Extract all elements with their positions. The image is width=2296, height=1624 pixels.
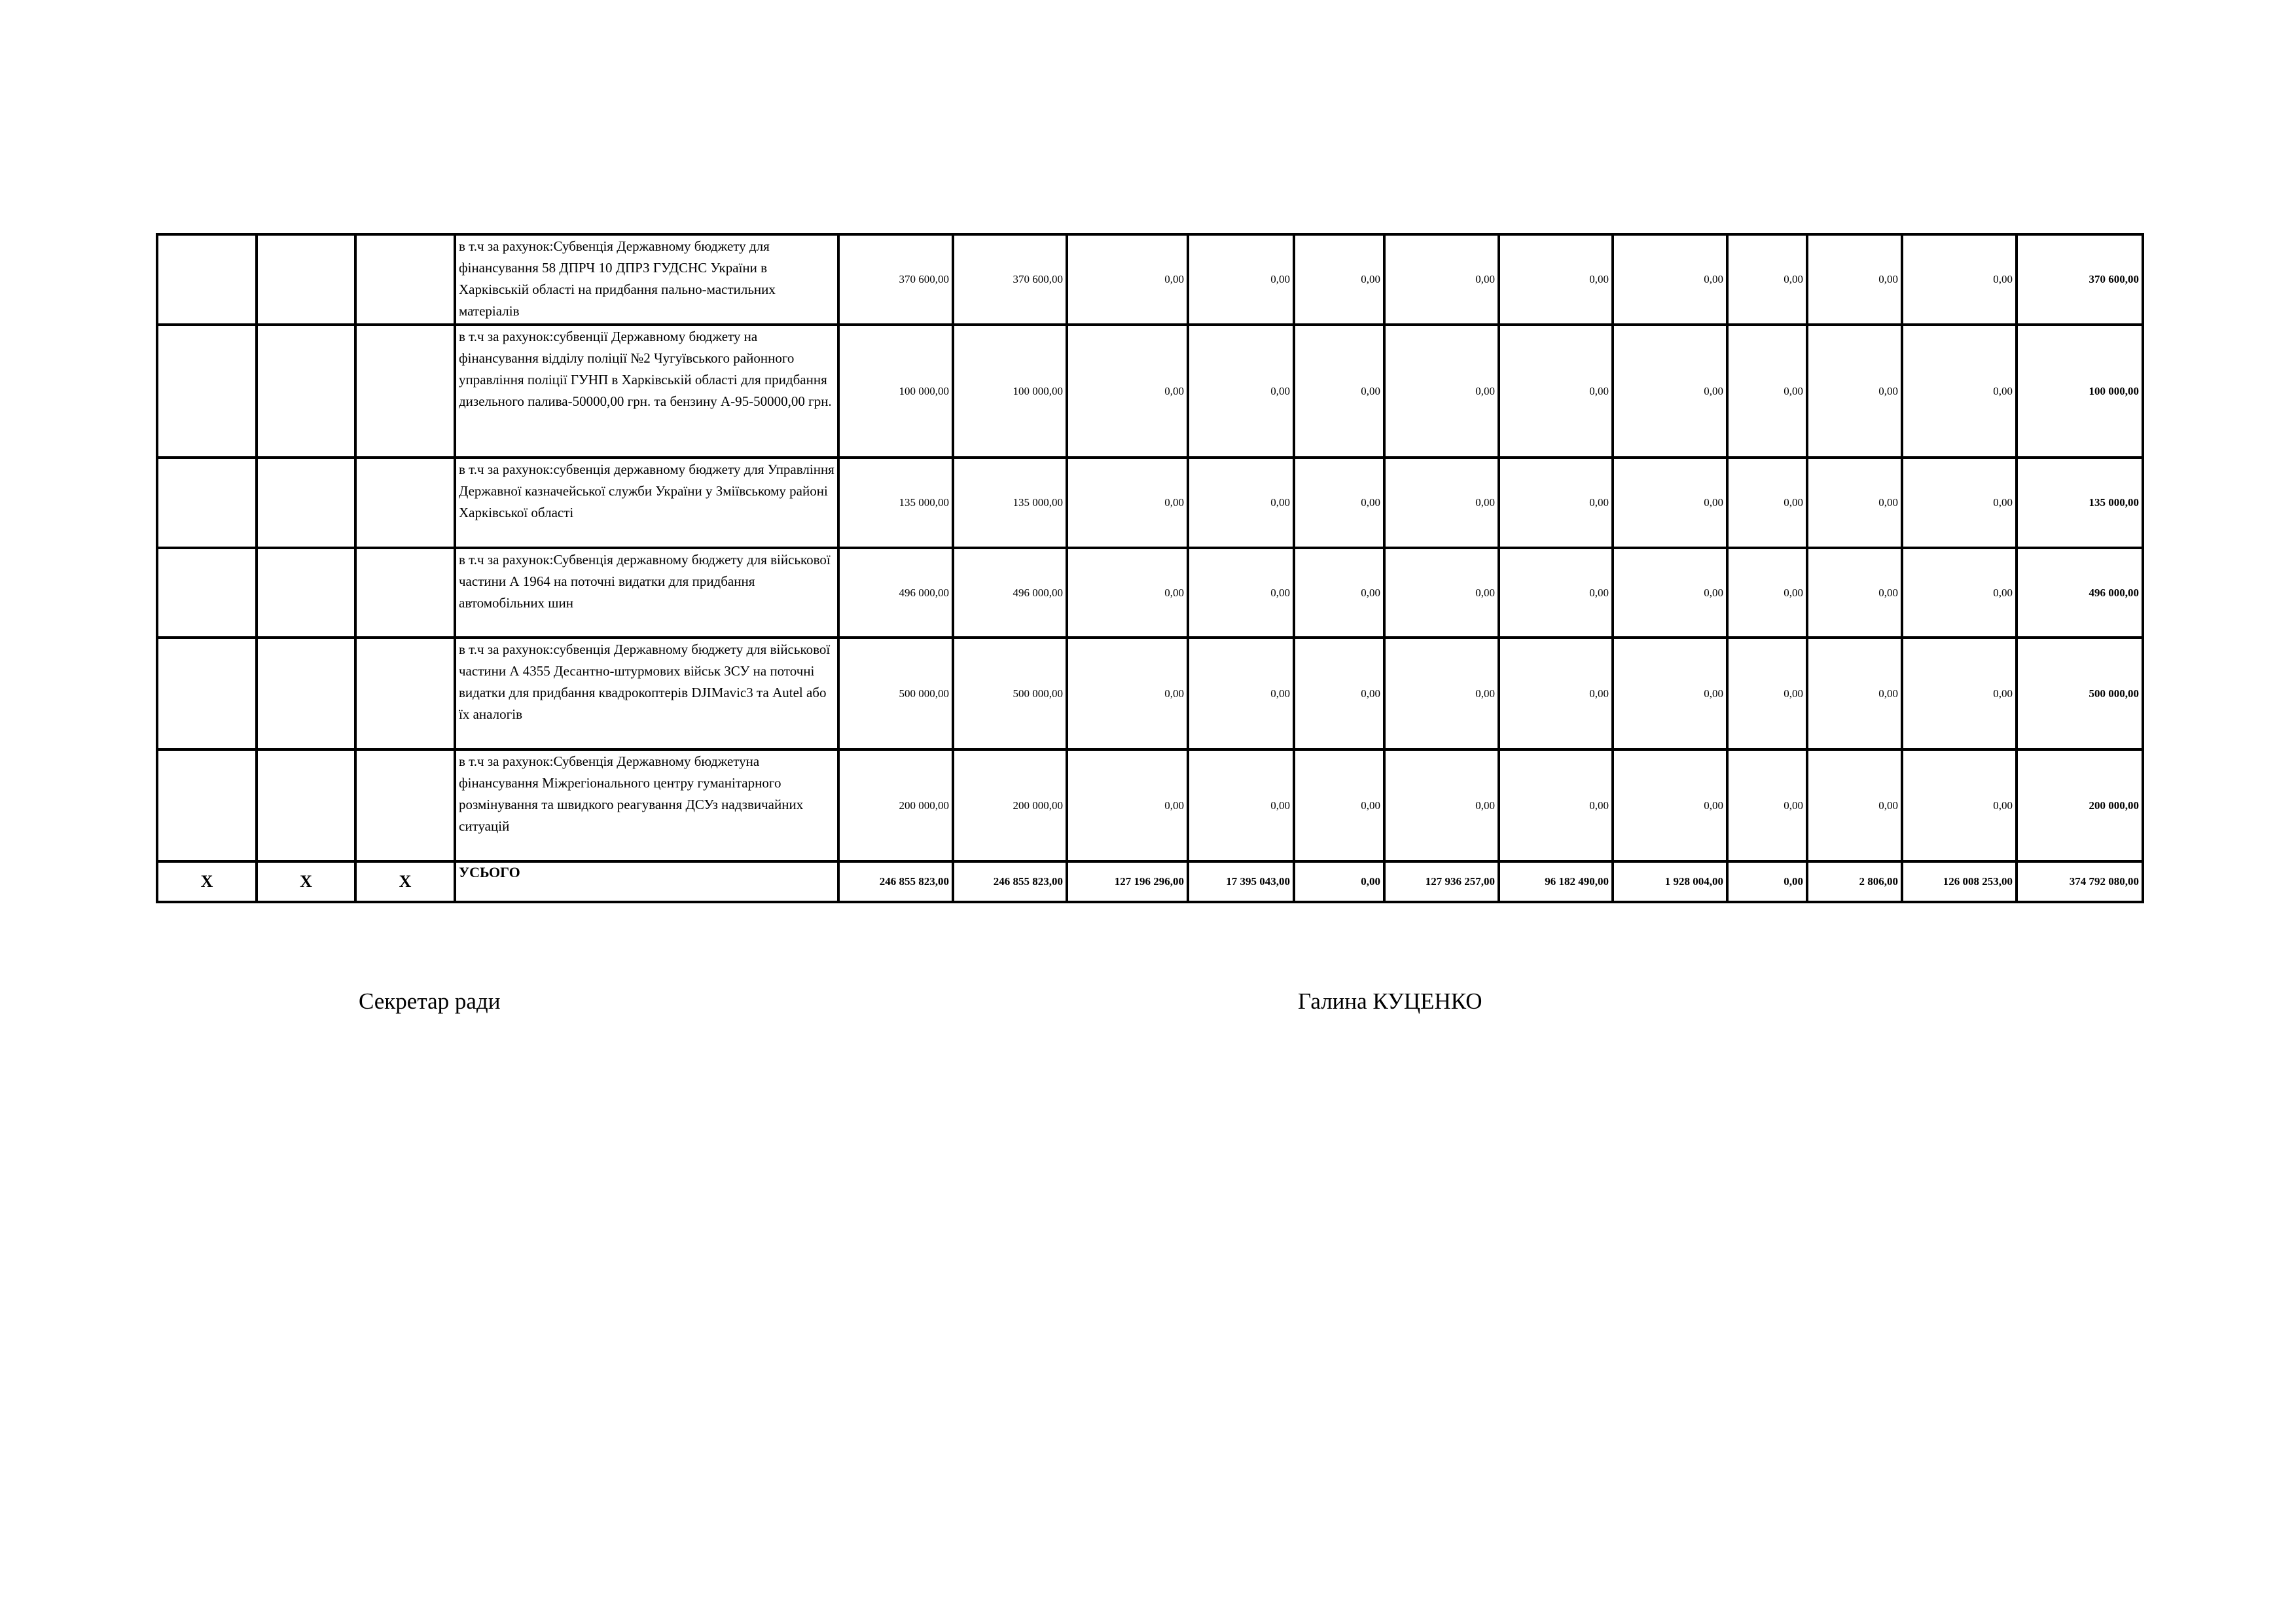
code-cell: Х	[355, 861, 455, 902]
value-cell: 0,00	[1727, 325, 1807, 458]
description-cell: в т.ч за рахунок:субвенція державному бюджету для Управління Державної казначейської служби України у Зміївському районі Харківської області	[455, 458, 838, 548]
value-cell: 17 395 043,00	[1188, 861, 1294, 902]
value-cell: 0,00	[1902, 548, 2017, 638]
value-cell: 0,00	[1188, 749, 1294, 861]
value-cell: 0,00	[1727, 749, 1807, 861]
code-cell	[157, 458, 257, 548]
value-cell: 496 000,00	[953, 548, 1067, 638]
value-cell: 0,00	[1613, 749, 1727, 861]
value-cell: 496 000,00	[838, 548, 953, 638]
description-cell: в т.ч за рахунок:субвенції Державному бюджету на фінансування відділу поліції №2 Чугуївського районного управління поліції ГУНП в Харківській області для придбання дизельного палива-50000,00 грн. та бензину А-95-50000,00 грн.	[455, 325, 838, 458]
value-cell: 0,00	[1807, 234, 1902, 325]
value-cell: 135 000,00	[953, 458, 1067, 548]
value-cell: 0,00	[1188, 458, 1294, 548]
code-cell	[157, 325, 257, 458]
table-row	[157, 325, 2143, 458]
code-cell	[257, 234, 355, 325]
table-row	[157, 749, 2143, 861]
value-cell: 0,00	[1727, 234, 1807, 325]
code-cell	[257, 458, 355, 548]
value-cell: 0,00	[1294, 234, 1384, 325]
value-cell: 0,00	[1384, 458, 1499, 548]
value-cell: 0,00	[1384, 234, 1499, 325]
value-cell: 200 000,00	[953, 749, 1067, 861]
total-value-cell: 135 000,00	[2017, 458, 2143, 548]
value-cell: 127 196 296,00	[1067, 861, 1188, 902]
total-row	[157, 861, 2143, 902]
description-cell: в т.ч за рахунок:Субвенція державному бюджету для військової частини А 1964 на поточні видатки для придбання автомобільних шин	[455, 548, 838, 638]
value-cell: 0,00	[1188, 638, 1294, 749]
value-cell: 0,00	[1188, 325, 1294, 458]
value-cell: 0,00	[1902, 458, 2017, 548]
budget-table	[156, 233, 2144, 903]
code-cell	[355, 458, 455, 548]
value-cell: 0,00	[1613, 458, 1727, 548]
code-cell	[157, 749, 257, 861]
value-cell: 0,00	[1727, 638, 1807, 749]
value-cell: 0,00	[1499, 638, 1613, 749]
value-cell: 0,00	[1807, 325, 1902, 458]
value-cell: 0,00	[1613, 548, 1727, 638]
value-cell: 0,00	[1188, 234, 1294, 325]
value-cell: 0,00	[1613, 234, 1727, 325]
description-cell: в т.ч за рахунок:Субвенція Державному бюджету для фінансування 58 ДПРЧ 10 ДПРЗ ГУДСНС України в Харківській області на придбання пально-мастильних матеріалів	[455, 234, 838, 325]
value-cell: 0,00	[1727, 548, 1807, 638]
value-cell: 100 000,00	[953, 325, 1067, 458]
value-cell: 0,00	[1902, 638, 2017, 749]
value-cell: 0,00	[1067, 548, 1188, 638]
description-cell: в т.ч за рахунок:субвенція Державному бюджету для військової частини А 4355 Десантно-штурмових військ ЗСУ на поточні видатки для придбання квадрокоптерів DJIMavic3 та Autel або їх аналогів	[455, 638, 838, 749]
code-cell	[355, 749, 455, 861]
code-cell	[257, 548, 355, 638]
value-cell: 500 000,00	[953, 638, 1067, 749]
code-cell	[257, 325, 355, 458]
value-cell: 500 000,00	[838, 638, 953, 749]
value-cell: 0,00	[1294, 861, 1384, 902]
code-cell	[355, 234, 455, 325]
code-cell: Х	[257, 861, 355, 902]
value-cell: 0,00	[1499, 749, 1613, 861]
value-cell: 0,00	[1807, 749, 1902, 861]
code-cell	[157, 638, 257, 749]
table-row	[157, 638, 2143, 749]
total-value-cell: 200 000,00	[2017, 749, 2143, 861]
value-cell: 0,00	[1294, 638, 1384, 749]
value-cell: 0,00	[1067, 749, 1188, 861]
value-cell: 0,00	[1067, 325, 1188, 458]
value-cell: 0,00	[1384, 548, 1499, 638]
table-row	[157, 234, 2143, 325]
code-cell	[257, 638, 355, 749]
value-cell: 0,00	[1294, 749, 1384, 861]
value-cell: 0,00	[1902, 749, 2017, 861]
value-cell: 370 600,00	[838, 234, 953, 325]
value-cell: 0,00	[1807, 638, 1902, 749]
value-cell: 126 008 253,00	[1902, 861, 2017, 902]
value-cell: 0,00	[1807, 458, 1902, 548]
value-cell: 0,00	[1294, 458, 1384, 548]
value-cell: 0,00	[1613, 638, 1727, 749]
value-cell: 0,00	[1499, 325, 1613, 458]
value-cell: 0,00	[1902, 234, 2017, 325]
code-cell	[355, 638, 455, 749]
table-row	[157, 458, 2143, 548]
value-cell: 127 936 257,00	[1384, 861, 1499, 902]
value-cell: 135 000,00	[838, 458, 953, 548]
value-cell: 1 928 004,00	[1613, 861, 1727, 902]
description-cell: в т.ч за рахунок:Субвенція Державному бюджетуна фінансування Міжрегіонального центру гуманітарного розмінування та швидкого реагування ДСУз надзвичайних ситуацій	[455, 749, 838, 861]
total-value-cell: 370 600,00	[2017, 234, 2143, 325]
value-cell: 0,00	[1499, 458, 1613, 548]
value-cell: 200 000,00	[838, 749, 953, 861]
value-cell: 100 000,00	[838, 325, 953, 458]
code-cell: Х	[157, 861, 257, 902]
value-cell: 0,00	[1384, 325, 1499, 458]
total-value-cell: 500 000,00	[2017, 638, 2143, 749]
total-value-cell: 496 000,00	[2017, 548, 2143, 638]
total-value-cell: 100 000,00	[2017, 325, 2143, 458]
value-cell: 246 855 823,00	[838, 861, 953, 902]
code-cell	[355, 548, 455, 638]
value-cell: 0,00	[1294, 548, 1384, 638]
value-cell: 0,00	[1067, 234, 1188, 325]
value-cell: 0,00	[1902, 325, 2017, 458]
code-cell	[257, 749, 355, 861]
value-cell: 0,00	[1613, 325, 1727, 458]
value-cell: 0,00	[1067, 458, 1188, 548]
code-cell	[355, 325, 455, 458]
value-cell: 96 182 490,00	[1499, 861, 1613, 902]
total-value-cell: 374 792 080,00	[2017, 861, 2143, 902]
value-cell: 246 855 823,00	[953, 861, 1067, 902]
value-cell: 0,00	[1188, 548, 1294, 638]
value-cell: 0,00	[1727, 861, 1807, 902]
table-row	[157, 548, 2143, 638]
value-cell: 0,00	[1499, 234, 1613, 325]
value-cell: 0,00	[1067, 638, 1188, 749]
code-cell	[157, 234, 257, 325]
value-cell: 0,00	[1384, 749, 1499, 861]
value-cell: 0,00	[1499, 548, 1613, 638]
code-cell	[157, 548, 257, 638]
value-cell: 370 600,00	[953, 234, 1067, 325]
signature-title: Секретар ради	[359, 988, 501, 1014]
value-cell: 0,00	[1384, 638, 1499, 749]
signature-name: Галина КУЦЕНКО	[1298, 988, 1482, 1014]
value-cell: 0,00	[1727, 458, 1807, 548]
value-cell: 0,00	[1294, 325, 1384, 458]
value-cell: 0,00	[1807, 548, 1902, 638]
total-label: УСЬОГО	[455, 861, 838, 902]
value-cell: 2 806,00	[1807, 861, 1902, 902]
